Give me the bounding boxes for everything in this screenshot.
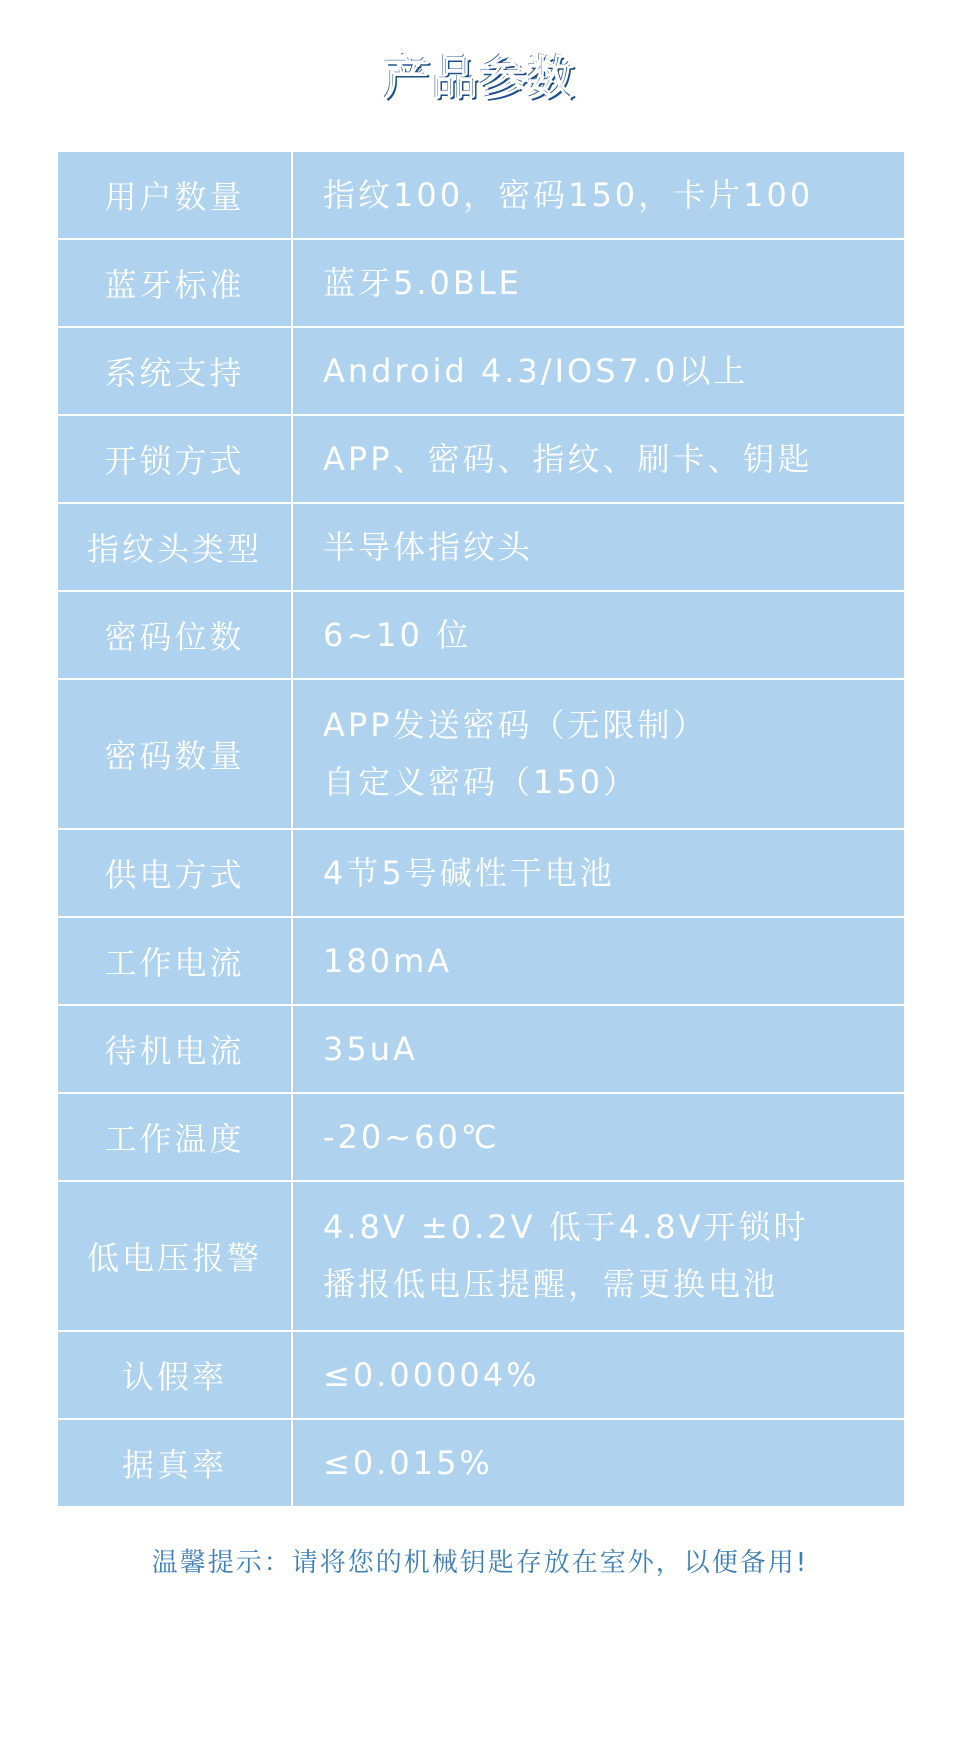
spec-row xyxy=(58,504,904,592)
spec-row xyxy=(58,416,904,504)
spec-row xyxy=(58,152,904,240)
spec-value-line: 指纹100，密码150，卡片100 xyxy=(323,175,814,214)
spec-row xyxy=(58,592,904,680)
spec-value xyxy=(293,504,904,590)
spec-label: 据真率 xyxy=(58,1420,293,1506)
spec-row xyxy=(58,328,904,416)
spec-label: 工作电流 xyxy=(58,918,293,1004)
spec-row xyxy=(58,1420,904,1506)
spec-row xyxy=(58,680,904,830)
spec-value xyxy=(293,680,904,828)
spec-row xyxy=(58,240,904,328)
spec-value xyxy=(293,240,904,326)
spec-value-line: 自定义密码（150） xyxy=(323,763,639,801)
spec-label: 用户数量 xyxy=(58,152,293,238)
spec-value-line: 蓝牙5.0BLE xyxy=(323,263,522,302)
spec-value-line: ≤0.015% xyxy=(323,1443,493,1482)
spec-label: 工作温度 xyxy=(58,1094,293,1180)
spec-value-line: APP、密码、指纹、刷卡、钥匙 xyxy=(323,439,813,478)
spec-value xyxy=(293,830,904,916)
spec-row xyxy=(58,918,904,1006)
spec-value xyxy=(293,1094,904,1180)
spec-label: 认假率 xyxy=(58,1332,293,1418)
spec-value-line: -20~60℃ xyxy=(323,1117,500,1156)
spec-label: 供电方式 xyxy=(58,830,293,916)
spec-value-line: 180mA xyxy=(323,941,453,980)
spec-value-line: Android 4.3/IOS7.0以上 xyxy=(323,351,749,390)
spec-value-line: 半导体指纹头 xyxy=(323,527,534,566)
spec-label: 密码位数 xyxy=(58,592,293,678)
spec-value xyxy=(293,416,904,502)
spec-value-line: 播报低电压提醒，需更换电池 xyxy=(323,1265,779,1303)
spec-value-line: 4节5号碱性干电池 xyxy=(323,853,615,892)
spec-row xyxy=(58,1094,904,1182)
spec-label: 系统支持 xyxy=(58,328,293,414)
spec-value-line: APP发送密码（无限制） xyxy=(323,706,708,744)
spec-table xyxy=(58,152,904,1506)
spec-value xyxy=(293,592,904,678)
page-title: 产品参数 xyxy=(384,51,576,105)
spec-row xyxy=(58,830,904,918)
spec-row xyxy=(58,1006,904,1094)
spec-label: 蓝牙标准 xyxy=(58,240,293,326)
spec-label: 低电压报警 xyxy=(58,1182,293,1330)
spec-row xyxy=(58,1182,904,1332)
spec-label: 开锁方式 xyxy=(58,416,293,502)
spec-value xyxy=(293,918,904,1004)
spec-label: 密码数量 xyxy=(58,680,293,828)
spec-row xyxy=(58,1332,904,1420)
footer-note: 温馨提示：请将您的机械钥匙存放在室外，以便备用! xyxy=(151,1548,809,1578)
spec-label: 指纹头类型 xyxy=(58,504,293,590)
spec-value-line: 6~10 位 xyxy=(323,615,472,654)
spec-value-line: 4.8V ±0.2V 低于4.8V开锁时 xyxy=(323,1208,809,1246)
spec-value-line: ≤0.00004% xyxy=(323,1355,540,1394)
spec-value xyxy=(293,1182,904,1330)
spec-value xyxy=(293,1420,904,1506)
spec-value-line: 35uA xyxy=(323,1029,418,1068)
spec-value xyxy=(293,1332,904,1418)
spec-label: 待机电流 xyxy=(58,1006,293,1092)
spec-value xyxy=(293,328,904,414)
spec-value xyxy=(293,1006,904,1092)
spec-value xyxy=(293,152,904,238)
